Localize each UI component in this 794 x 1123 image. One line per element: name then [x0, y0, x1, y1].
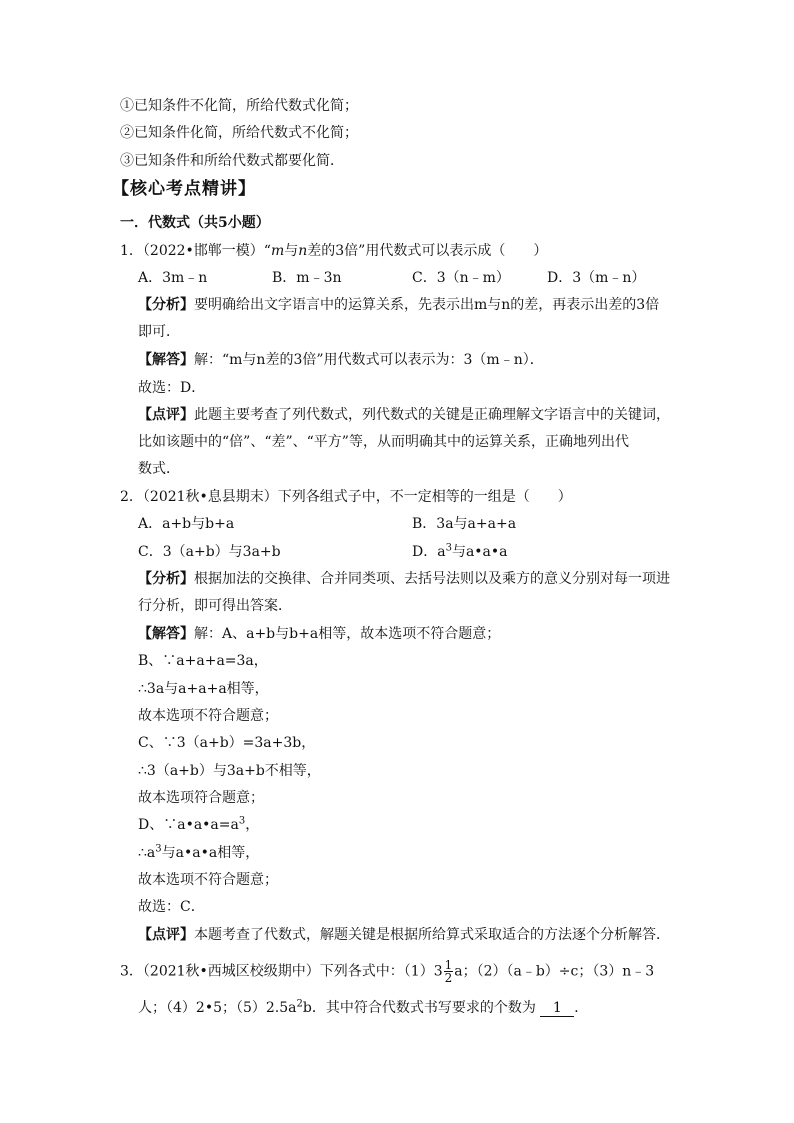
- q1-option-c: C．3（n﹣m）: [412, 270, 510, 286]
- q2-options-row-1: [138, 515, 618, 533]
- q2-option-d-base: D．a: [412, 544, 446, 560]
- q3-stem-line-2: [138, 999, 588, 1017]
- q3-fraction: [444, 959, 454, 984]
- q2-step-5: ∴3（a+b）与3a+b不相等，: [138, 763, 321, 779]
- intro-case-3: ③已知条件和所给代数式都要化简．: [120, 153, 344, 169]
- q3-stem: [120, 959, 654, 984]
- q2-option-c: C．3（a+b）与3a+b: [138, 544, 281, 560]
- q2-step-7-text: D、∵a•a•a=a: [138, 817, 239, 833]
- intro-case-2: ②已知条件化简，所给代数式不化简；: [120, 125, 358, 141]
- q3-stem-line-2-end: ．: [574, 1000, 589, 1016]
- q3-stem-line-2-text: 人；（4）2•5；（5）2.5a: [138, 1000, 297, 1016]
- q1-var-n: n: [298, 243, 308, 259]
- q1-stem: [120, 242, 547, 260]
- q1-comment-text: 此题主要考查了列代数式，列代数式的关键是正确理解文字语言中的关键词，: [194, 407, 670, 423]
- q1-analysis-text: 要明确给出文字语言中的运算关系，先表示出m与n的差，再表示出差的3倍: [194, 297, 660, 313]
- q1-comment-cont-2: 数式．: [138, 461, 180, 477]
- q3-fraction-numerator: 1: [444, 958, 453, 972]
- q3-stem-start: 3．（2021秋•西城区校级期中）下列各式中：（1）3: [120, 963, 443, 980]
- q2-option-d-exponent: 3: [445, 542, 452, 554]
- q1-solution-text: 解：“m与n差的3倍”用代数式可以表示为：3（m﹣n）．: [194, 352, 544, 368]
- q2-option-d: [412, 543, 508, 561]
- q2-solution-tag: 【解答】: [138, 626, 194, 642]
- q1-option-d: D．3（m﹣n）: [547, 270, 646, 286]
- q2-option-a: A．a+b与b+a: [138, 516, 235, 532]
- q1-comment: [138, 406, 670, 424]
- q2-option-b: B．3a与a+a+a: [412, 516, 517, 532]
- q2-step-8-text: ∴a: [138, 845, 156, 861]
- q2-step-8-end: 与a•a•a相等，: [161, 845, 260, 861]
- q2-step-6: 故本选项符合题意；: [138, 790, 264, 806]
- q1-analysis-tag: 【分析】: [138, 297, 194, 313]
- q2-options-row-2: [138, 543, 618, 561]
- q1-option-b: B．m﹣3n: [272, 270, 342, 286]
- q2-step-2: ∴3a与a+a+a相等，: [138, 681, 269, 697]
- q3-answer-blank: 1: [540, 1000, 574, 1017]
- q3-exponent: 2: [296, 998, 303, 1010]
- section-heading: 【核心考点精讲】: [112, 179, 256, 199]
- q2-step-7: [138, 816, 259, 834]
- q2-analysis-text: 根据加法的交换律、合并同类项、去括号法则以及乘方的意义分别对每一项进: [194, 571, 670, 587]
- q3-stem-line-2-rest: b．其中符合代数式书写要求的个数为: [302, 1000, 536, 1016]
- q2-option-d-rest: 与a•a•a: [451, 544, 508, 560]
- q2-comment-text: 本题考查了代数式，解题关键是根据所给算式采取适合的方法逐个分析解答．: [194, 927, 670, 943]
- q2-solution: [138, 625, 500, 643]
- q2-analysis-tag: 【分析】: [138, 571, 194, 587]
- q2-step-1: B、∵a+a+a=3a，: [138, 653, 268, 669]
- q2-stem: 2．（2021秋•息县期末）下列各组式子中，不一定相等的一组是（ ）: [120, 489, 572, 505]
- q2-step-7-end: ，: [245, 817, 260, 833]
- q3-fraction-denominator: 2: [444, 971, 453, 985]
- intro-case-1: ①已知条件不化简，所给代数式化简；: [120, 98, 358, 114]
- q2-analysis-cont: 行分析，即可得出答案．: [138, 598, 292, 614]
- q2-step-9: 故本选项不符合题意；: [138, 872, 278, 888]
- q2-solution-text: 解：A、a+b与b+a相等，故本选项不符合题意；: [194, 626, 501, 642]
- q1-var-m: m: [270, 243, 285, 259]
- q1-stem-start: 1．（2022•邯郸一模）“: [120, 243, 271, 259]
- q3-stem-rest: a；（2）（a﹣b）÷c；（3）n﹣3: [454, 963, 655, 980]
- q1-yu: 与: [284, 243, 299, 259]
- q1-option-a: A．3m﹣n: [138, 270, 208, 286]
- q1-comment-tag: 【点评】: [138, 407, 194, 423]
- sub-heading: 一．代数式（共5小题）: [120, 215, 270, 231]
- q2-step-4: C、∵3（a+b）=3a+3b，: [138, 735, 316, 751]
- q2-step-3: 故本选项不符合题意；: [138, 708, 278, 724]
- q1-analysis: [138, 296, 659, 314]
- q1-stem-end: 差的3倍”用代数式可以表示成（ ）: [307, 243, 548, 259]
- q1-solution: [138, 351, 544, 369]
- q1-options: [138, 269, 658, 287]
- q2-comment: [138, 926, 670, 944]
- q1-comment-cont-1: 比如该题中的“倍”、“差”、“平方”等，从而明确其中的运算关系，正确地列出代: [138, 434, 629, 450]
- q2-analysis: [138, 570, 670, 588]
- q1-analysis-cont: 即可．: [138, 324, 180, 340]
- q2-step-8: [138, 844, 259, 862]
- q2-step-8-exponent: 3: [155, 843, 162, 855]
- q2-answer: 故选：C．: [138, 899, 205, 915]
- q1-answer: 故选：D．: [138, 380, 206, 396]
- q2-step-7-exponent: 3: [238, 815, 246, 827]
- q2-comment-tag: 【点评】: [138, 927, 194, 943]
- q1-solution-tag: 【解答】: [138, 352, 194, 368]
